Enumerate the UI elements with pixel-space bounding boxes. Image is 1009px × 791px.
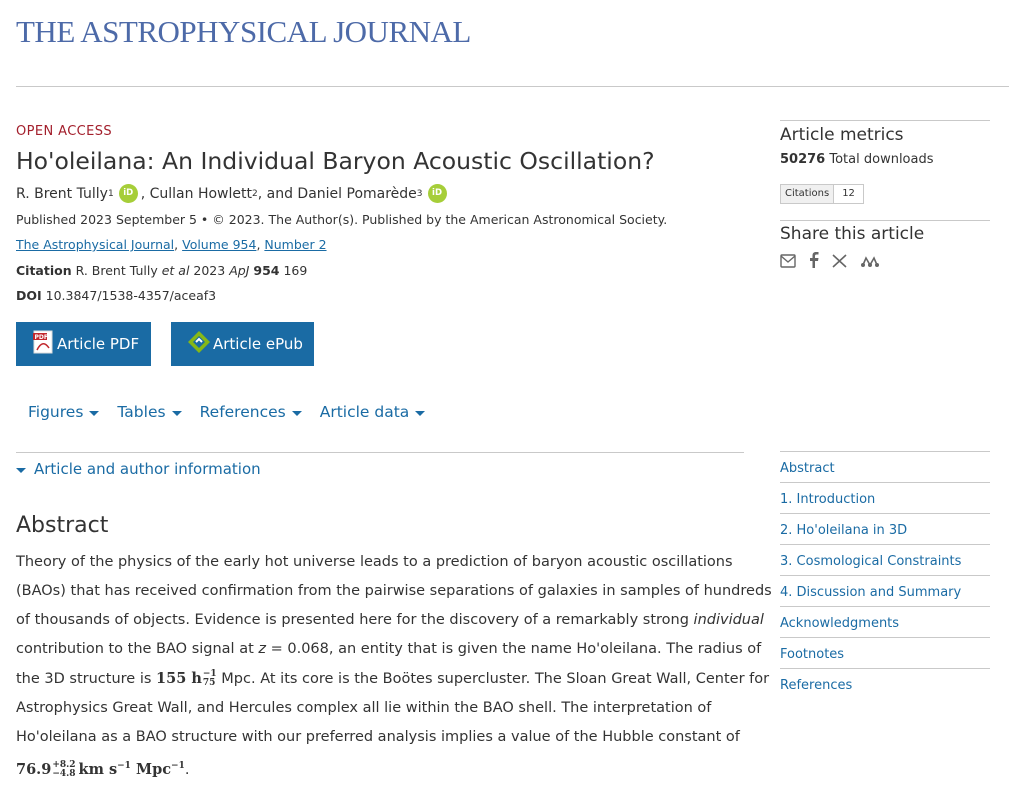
abstract-line: 76.9 +8.2 −4.8 km $s^{-1}$ Mpc$^{-1}$. (16, 759, 190, 779)
tab-figures[interactable] (28, 403, 99, 421)
sidebar-divider (780, 120, 990, 121)
tab-label: Figures (28, 403, 84, 421)
citation-journal: ApJ (229, 263, 250, 278)
journal-breadcrumb: The Astrophysical Journal, Volume 954, Number 2 (16, 237, 327, 252)
abstract-heading: Abstract (16, 513, 109, 538)
number-link[interactable]: Number 2 (264, 237, 327, 252)
metrics-heading: Article metrics (780, 125, 904, 145)
tab-article-data[interactable] (320, 403, 426, 421)
abstract-line: (BAOs) that has received confirmation from the pairwise separations of galaxies in samples of hundreds (16, 583, 772, 599)
toc-item-hooleilana-3d[interactable]: 2. Ho'oleilana in 3D (780, 514, 990, 545)
chevron-down-icon (292, 411, 302, 416)
author-list (16, 184, 450, 203)
citation-authors: R. Brent Tully (75, 263, 158, 278)
toc-item-references[interactable]: References (780, 678, 853, 693)
citation-year: 2023 (193, 263, 226, 278)
citation-label: Citation (16, 263, 72, 278)
toc-item-discussion[interactable]: 4. Discussion and Summary (780, 576, 990, 607)
doi-value[interactable]: 10.3847/1538-4357/aceaf3 (45, 288, 217, 303)
header-divider (16, 86, 1009, 87)
tab-label: Tables (117, 403, 166, 421)
author-info-label: Article and author information (34, 460, 261, 478)
orcid-icon[interactable]: iD (428, 184, 447, 203)
abstract-line: the 3D structure is 155 h −1 75 Mpc. At its core is the Boötes supercluster. The Sloan Great Wall, Center for (16, 669, 770, 688)
article-pdf-label: Article PDF (57, 335, 140, 353)
table-of-contents (780, 451, 990, 700)
citations-badge[interactable] (780, 184, 864, 204)
citation-line (16, 263, 307, 278)
citation-etal: et al (161, 263, 190, 278)
email-icon[interactable] (780, 253, 796, 272)
article-pdf-button[interactable] (16, 322, 151, 366)
toc-item-footnotes[interactable]: Footnotes (780, 638, 990, 669)
x-icon[interactable] (832, 253, 847, 272)
author-name[interactable]: R. Brent Tully (16, 185, 108, 202)
abstract-body (16, 548, 772, 785)
downloads-label: Total downloads (829, 152, 934, 167)
author-separator: , and (257, 185, 293, 202)
facebook-icon[interactable] (809, 252, 819, 272)
citations-widget[interactable] (780, 181, 990, 204)
author-name[interactable]: Daniel Pomarède (297, 185, 417, 202)
downloads-line (780, 152, 990, 167)
tab-label: References (199, 403, 286, 421)
abstract-line: of thousands of objects. Evidence is presented here for the discovery of a remarkably strong individual (16, 612, 764, 628)
citations-count: 12 (842, 188, 855, 199)
sidebar-divider (780, 220, 990, 221)
abstract-line: contribution to the BAO signal at z = 0.068, an entity that is given the name Ho'oleilana. The radius of (16, 641, 762, 657)
toc-item-cosmological-constraints[interactable]: 3. Cosmological Constraints (780, 545, 990, 576)
article-metrics (780, 120, 990, 204)
doi-label: DOI (16, 288, 42, 303)
abstract-line: Astrophysics Great Wall, and Hercules complex all lie within the BAO shell. The interpretation of (16, 700, 712, 716)
math-radius: 155 h −1 75 (156, 669, 217, 688)
journal-title[interactable]: THE ASTROPHYSICAL JOURNAL (16, 14, 471, 49)
downloads-count: 50276 (780, 152, 826, 167)
share-section (780, 220, 990, 272)
volume-link[interactable]: Volume 954 (182, 237, 257, 252)
pdf-icon (33, 330, 55, 358)
share-icons (780, 252, 990, 272)
author-info-toggle[interactable] (16, 460, 261, 478)
chevron-down-icon (415, 411, 425, 416)
publication-info: Published 2023 September 5 • © 2023. The Author(s). Published by the American Astronomical Society. (16, 212, 668, 227)
author-separator: , (140, 185, 146, 202)
epub-icon (187, 330, 211, 358)
article-epub-label: Article ePub (213, 335, 303, 353)
author-name[interactable]: Cullan Howlett (149, 185, 252, 202)
author-affiliation[interactable]: 1 (107, 188, 114, 199)
toc-item-abstract[interactable]: Abstract (780, 452, 990, 483)
mendeley-icon[interactable] (860, 253, 880, 272)
tab-references[interactable] (200, 403, 302, 421)
author-affiliation[interactable]: 2 (251, 188, 258, 199)
chevron-down-icon (16, 468, 26, 473)
toc-item-introduction[interactable]: 1. Introduction (780, 483, 990, 514)
article-epub-button[interactable] (171, 322, 314, 366)
share-heading: Share this article (780, 224, 925, 244)
pdf-icon-text: PDF (34, 334, 48, 341)
section-divider (16, 452, 744, 453)
article-title: Ho'oleilana: An Individual Baryon Acoustic Oscillation? (16, 147, 655, 175)
citation-volume: 954 (253, 263, 280, 278)
tab-tables[interactable] (117, 403, 181, 421)
chevron-down-icon (89, 411, 99, 416)
abstract-line: Theory of the physics of the early hot universe leads to a prediction of baryon acoustic oscillations (16, 554, 733, 570)
article-tabs (28, 403, 443, 421)
tab-label: Article data (319, 403, 410, 421)
toc-item-acknowledgments[interactable]: Acknowledgments (780, 607, 990, 638)
abstract-line: Ho'oleilana as a BAO structure with our preferred analysis implies a value of the Hubble constant of (16, 729, 740, 745)
citation-page: 169 (283, 263, 308, 278)
open-access-label: OPEN ACCESS (16, 124, 113, 139)
author-affiliation[interactable]: 3 (416, 188, 423, 199)
doi-line (16, 288, 216, 303)
chevron-down-icon (172, 411, 182, 416)
orcid-icon[interactable]: iD (119, 184, 138, 203)
math-hubble: 76.9 +8.2 −4.8 km $s^{-1}$ Mpc$^{-1}$ (16, 759, 185, 779)
citations-label: Citations (781, 185, 834, 203)
journal-link[interactable]: The Astrophysical Journal (16, 237, 175, 252)
